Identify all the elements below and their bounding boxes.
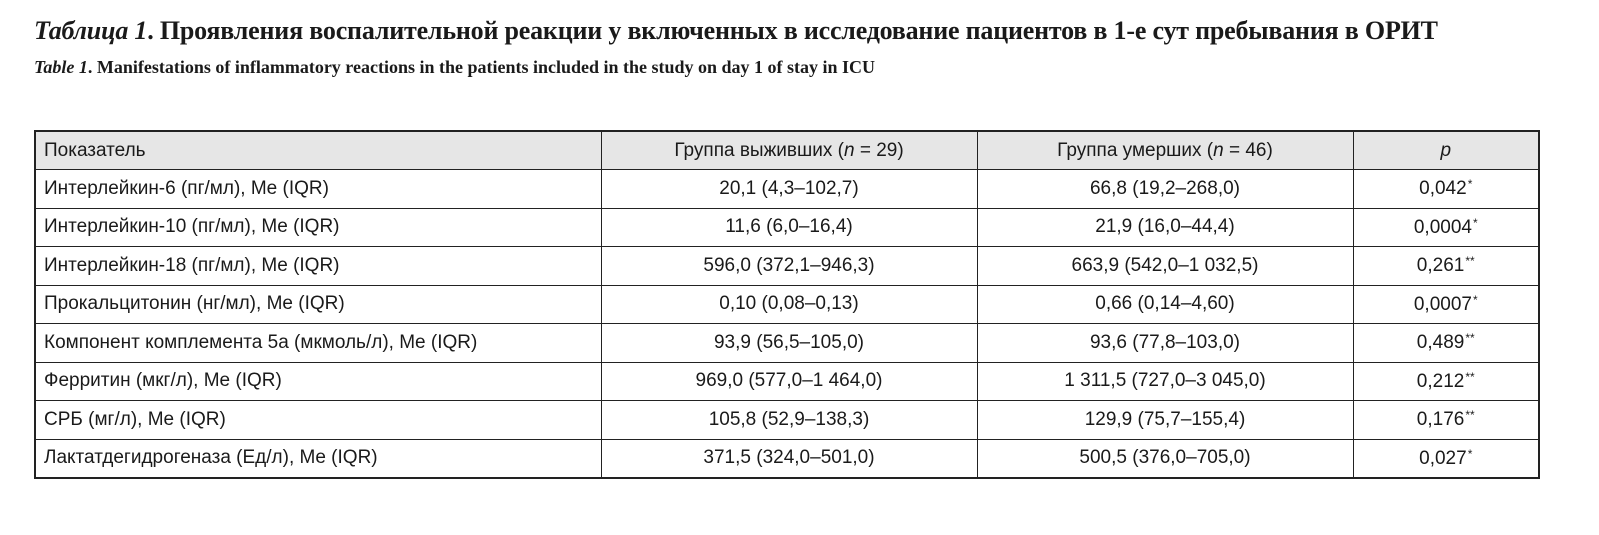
significance-mark: ** <box>1465 331 1475 346</box>
table-row <box>35 401 1539 440</box>
table-row <box>35 208 1539 247</box>
significance-mark: * <box>1467 177 1473 192</box>
p-number: 0,027 <box>1419 447 1467 469</box>
header-p-value <box>1353 131 1539 170</box>
row-indicator: Ферритин (мкг/л), Me (IQR) <box>35 362 601 401</box>
row-deceased-value: 0,66 (0,14–4,60) <box>977 285 1353 324</box>
caption-russian <box>34 14 1574 48</box>
header-survivors-prefix: Группа выживших ( <box>674 139 844 161</box>
row-p-value <box>1353 362 1539 401</box>
significance-mark: * <box>1472 292 1478 307</box>
p-number: 0,042 <box>1419 178 1467 200</box>
header-survivors-suffix: = 29) <box>854 139 904 161</box>
row-p-value <box>1353 285 1539 324</box>
row-survivors-value: 20,1 (4,3–102,7) <box>601 170 977 209</box>
table-header-row <box>35 131 1539 170</box>
table-row <box>35 247 1539 286</box>
row-survivors-value: 105,8 (52,9–138,3) <box>601 401 977 440</box>
table-row <box>35 324 1539 363</box>
caption-english-text: . Manifestations of inflammatory reactions in the patients included in the study on day 1 of stay in ICU <box>87 57 876 77</box>
significance-mark: ** <box>1465 254 1475 269</box>
header-deceased-suffix: = 46) <box>1223 139 1273 161</box>
row-survivors-value: 596,0 (372,1–946,3) <box>601 247 977 286</box>
row-indicator: Лактатдегидрогеназа (Ед/л), Me (IQR) <box>35 439 601 478</box>
row-survivors-value: 0,10 (0,08–0,13) <box>601 285 977 324</box>
header-indicator: Показатель <box>35 131 601 170</box>
row-p-value <box>1353 208 1539 247</box>
table-row <box>35 439 1539 478</box>
header-deceased-n: n <box>1213 139 1224 161</box>
row-deceased-value: 66,8 (19,2–268,0) <box>977 170 1353 209</box>
row-deceased-value: 93,6 (77,8–103,0) <box>977 324 1353 363</box>
caption-english <box>34 54 1574 80</box>
row-p-value <box>1353 247 1539 286</box>
row-indicator: Компонент комплемента 5а (мкмоль/л), Me (IQR) <box>35 324 601 363</box>
table-row <box>35 285 1539 324</box>
row-survivors-value: 371,5 (324,0–501,0) <box>601 439 977 478</box>
caption-english-label: Table 1 <box>34 57 88 77</box>
header-survivors <box>601 131 977 170</box>
row-indicator: Прокальцитонин (нг/мл), Me (IQR) <box>35 285 601 324</box>
row-deceased-value: 21,9 (16,0–44,4) <box>977 208 1353 247</box>
row-deceased-value: 663,9 (542,0–1 032,5) <box>977 247 1353 286</box>
p-number: 0,261 <box>1416 255 1465 277</box>
row-p-value <box>1353 439 1539 478</box>
p-number: 0,212 <box>1416 370 1465 392</box>
p-number: 0,0004 <box>1413 216 1472 238</box>
significance-mark: ** <box>1465 369 1475 384</box>
p-number: 0,176 <box>1416 409 1465 431</box>
table-row <box>35 170 1539 209</box>
caption-russian-label: Таблица 1 <box>34 16 148 45</box>
row-deceased-value: 129,9 (75,7–155,4) <box>977 401 1353 440</box>
row-survivors-value: 969,0 (577,0–1 464,0) <box>601 362 977 401</box>
row-p-value <box>1353 324 1539 363</box>
row-indicator: Интерлейкин-18 (пг/мл), Me (IQR) <box>35 247 601 286</box>
row-p-value <box>1353 170 1539 209</box>
significance-mark: * <box>1467 446 1473 461</box>
header-deceased-prefix: Группа умерших ( <box>1057 139 1214 161</box>
header-survivors-n: n <box>843 139 855 161</box>
row-deceased-value: 1 311,5 (727,0–3 045,0) <box>977 362 1353 401</box>
row-deceased-value: 500,5 (376,0–705,0) <box>977 439 1353 478</box>
row-p-value <box>1353 401 1539 440</box>
significance-mark: * <box>1472 215 1478 230</box>
row-indicator: СРБ (мг/л), Me (IQR) <box>35 401 601 440</box>
table-caption <box>34 14 1574 80</box>
header-deceased <box>977 131 1353 170</box>
row-survivors-value: 93,9 (56,5–105,0) <box>601 324 977 363</box>
header-p-symbol: p <box>1440 139 1452 161</box>
p-number: 0,0007 <box>1413 293 1472 315</box>
row-indicator: Интерлейкин-6 (пг/мл), Me (IQR) <box>35 170 601 209</box>
row-survivors-value: 11,6 (6,0–16,4) <box>601 208 977 247</box>
data-table <box>34 130 1540 479</box>
p-number: 0,489 <box>1416 332 1465 354</box>
row-indicator: Интерлейкин-10 (пг/мл), Me (IQR) <box>35 208 601 247</box>
significance-mark: ** <box>1465 408 1475 423</box>
table-row <box>35 362 1539 401</box>
caption-russian-text: . Проявления воспалительной реакции у включенных в исследование пациентов в 1-е сут пребывания в ОРИТ <box>147 16 1438 45</box>
